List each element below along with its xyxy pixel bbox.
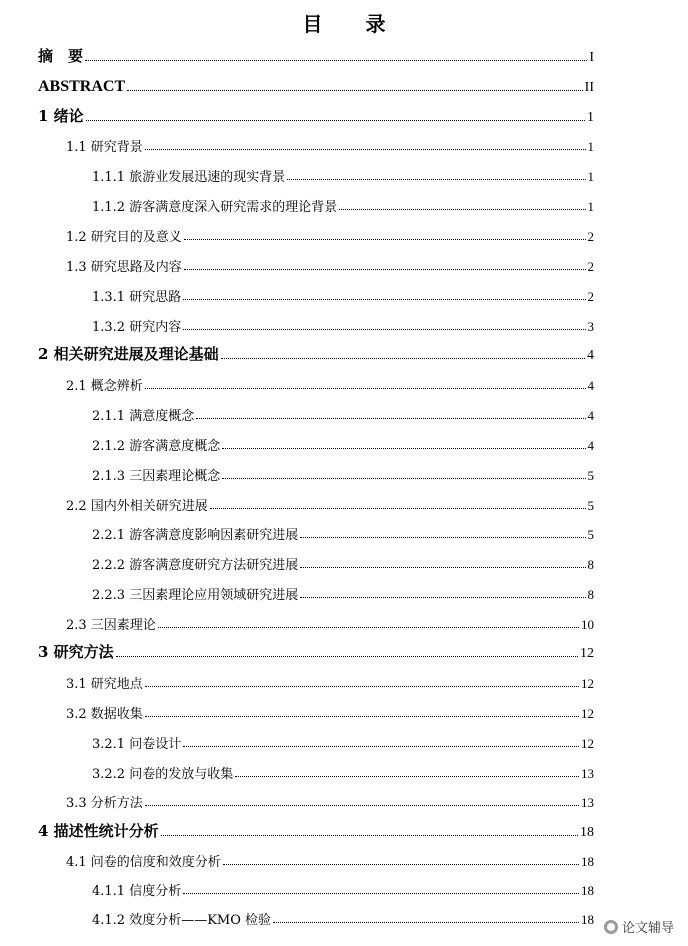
toc-entry-chapter-1[interactable]: [38, 104, 594, 126]
toc-entry-2-1-3[interactable]: [92, 462, 594, 484]
toc-entry-2-3[interactable]: [66, 611, 594, 633]
toc-entry-2-2-1[interactable]: [92, 521, 594, 543]
toc-label: 3.2 数据收集: [66, 707, 143, 722]
toc-entry-4-1-2[interactable]: [92, 906, 594, 928]
toc-page-number: 18: [580, 825, 594, 840]
watermark-text: 论文辅导: [621, 921, 674, 936]
toc-entry-1-1-1[interactable]: [92, 163, 594, 185]
toc-entry-2-1-2[interactable]: [92, 432, 594, 454]
toc-entry-3-2[interactable]: [66, 700, 594, 722]
toc-entry-2-2[interactable]: [66, 492, 594, 514]
toc-entry-1-3-1[interactable]: [92, 283, 594, 305]
toc-entry-chapter-4[interactable]: [38, 819, 594, 841]
toc-leader: [210, 508, 586, 509]
toc-leader: [184, 269, 586, 270]
toc-page-number: 4: [587, 348, 594, 363]
toc-label: 摘 要: [38, 47, 84, 65]
toc-page-number: 1: [587, 110, 594, 125]
page-title: 目 录: [302, 12, 404, 36]
toc-label: 3.2.1 问卷设计: [92, 737, 182, 752]
toc-page-number: 18: [581, 883, 594, 898]
toc-leader: [145, 686, 579, 687]
toc-page-number: 13: [581, 795, 594, 810]
toc-leader: [300, 537, 585, 538]
toc-entry-2-2-2[interactable]: [92, 551, 594, 573]
toc-leader: [183, 329, 585, 330]
toc-leader: [86, 120, 585, 121]
toc-label: 2.2.3 三因素理论应用领域研究进展: [92, 588, 299, 603]
toc-label: 2.1.3 三因素理论概念: [92, 469, 221, 484]
toc-label: 2.1 概念辨析: [66, 379, 143, 394]
toc-page-number: 8: [587, 587, 594, 602]
toc-page-number: 1: [587, 139, 594, 154]
toc-label: 2 相关研究进展及理论基础: [38, 345, 219, 363]
toc-label: 4.1.1 信度分析: [92, 884, 182, 899]
toc-leader: [300, 597, 585, 598]
toc-leader: [221, 358, 585, 359]
watermark: [604, 917, 674, 936]
toc-entry-chapter-2[interactable]: [38, 342, 594, 364]
toc-label: 4 描述性统计分析: [38, 822, 159, 840]
toc-leader: [161, 835, 578, 836]
toc-entry-3-1[interactable]: [66, 670, 594, 692]
toc-page-number: 5: [587, 498, 594, 513]
toc-leader: [145, 388, 586, 389]
toc-page-number: 10: [581, 617, 594, 632]
toc-label: 3 研究方法: [38, 643, 114, 661]
toc-entry-1-3[interactable]: [66, 253, 594, 275]
toc-label: 3.1 研究地点: [66, 677, 143, 692]
toc-page-number: I: [589, 50, 594, 65]
toc-leader: [273, 922, 579, 923]
toc-page-number: II: [584, 80, 594, 95]
toc-page-number: 12: [581, 676, 594, 691]
toc-label: 1.3.2 研究内容: [92, 320, 182, 335]
toc-label: 1.3 研究思路及内容: [66, 260, 182, 275]
toc-entry-3-3[interactable]: [66, 789, 594, 811]
toc-label: 1.1.2 游客满意度深入研究需求的理论背景: [92, 200, 338, 215]
toc-leader: [183, 299, 585, 300]
toc-entry-abstract-cn[interactable]: [38, 44, 594, 66]
toc-entry-4-1[interactable]: [66, 848, 594, 870]
toc-entry-abstract-en[interactable]: [38, 74, 594, 96]
toc-leader: [222, 448, 585, 449]
toc-entry-1-1[interactable]: [66, 133, 594, 155]
toc-label: 1.2 研究目的及意义: [66, 230, 182, 245]
toc-leader: [85, 60, 587, 61]
toc-page-number: 18: [581, 854, 594, 869]
toc-leader: [158, 627, 579, 628]
toc-label: 1.1.1 旅游业发展迅速的现实背景: [92, 170, 286, 185]
toc-page-number: 4: [587, 378, 594, 393]
toc-label: 2.2.2 游客满意度研究方法研究进展: [92, 558, 299, 573]
toc-leader: [145, 716, 579, 717]
toc-page-number: 4: [587, 408, 594, 423]
toc-leader: [222, 478, 585, 479]
toc-leader: [184, 239, 586, 240]
toc-leader: [183, 893, 579, 894]
toc-page-number: 1: [587, 199, 594, 214]
toc-leader: [300, 567, 585, 568]
toc-entry-2-1-1[interactable]: [92, 402, 594, 424]
toc-page-number: 5: [587, 527, 594, 542]
toc-page-number: 12: [581, 736, 594, 751]
toc-label: 4.1 问卷的信度和效度分析: [66, 855, 221, 870]
toc-page-number: 2: [587, 259, 594, 274]
toc-leader: [145, 149, 586, 150]
toc-page-number: 18: [581, 912, 594, 927]
toc-label: 2.2 国内外相关研究进展: [66, 499, 208, 514]
toc-page-number: 12: [580, 646, 594, 661]
toc-page-number: 3: [587, 319, 594, 334]
toc-label: 3.3 分析方法: [66, 796, 143, 811]
toc-page-number: 1: [587, 169, 594, 184]
toc-entry-4-1-1[interactable]: [92, 877, 594, 899]
toc-entry-3-2-1[interactable]: [92, 730, 594, 752]
toc-entry-1-3-2[interactable]: [92, 313, 594, 335]
toc-label: 1.3.1 研究思路: [92, 290, 182, 305]
toc-page-number: 4: [587, 438, 594, 453]
toc-label: 1.1 研究背景: [66, 140, 143, 155]
toc-label: 2.2.1 游客满意度影响因素研究进展: [92, 528, 299, 543]
toc-label: 2.3 三因素理论: [66, 618, 156, 633]
toc-leader: [339, 209, 585, 210]
toc-entry-1-2[interactable]: [66, 223, 594, 245]
toc-page-number: 2: [587, 229, 594, 244]
wechat-logo-icon: [604, 920, 618, 934]
toc-leader: [127, 90, 583, 91]
toc-label: 2.1.2 游客满意度概念: [92, 439, 221, 454]
toc-page-number: 2: [587, 289, 594, 304]
toc-entry-1-1-2[interactable]: [92, 193, 594, 215]
toc-entry-2-2-3[interactable]: [92, 581, 594, 603]
toc-leader: [116, 656, 578, 657]
toc-page-number: 13: [581, 766, 594, 781]
toc-leader: [287, 179, 585, 180]
toc-leader: [223, 864, 579, 865]
toc-page-number: 12: [581, 706, 594, 721]
toc-entry-2-1[interactable]: [66, 372, 594, 394]
toc-leader: [145, 805, 579, 806]
toc-label: 1 绪论: [38, 107, 84, 125]
toc-leader: [196, 418, 585, 419]
toc-page-number: 8: [587, 557, 594, 572]
toc-label: 3.2.2 问卷的发放与收集: [92, 767, 234, 782]
toc-label: 4.1.2 效度分析——KMO 检验: [92, 913, 272, 928]
toc-page-number: 5: [587, 468, 594, 483]
toc-label: ABSTRACT: [38, 78, 126, 95]
toc-entry-chapter-3[interactable]: [38, 640, 594, 662]
toc-leader: [183, 746, 579, 747]
toc-leader: [235, 776, 579, 777]
toc-entry-3-2-2[interactable]: [92, 760, 594, 782]
toc-label: 2.1.1 满意度概念: [92, 409, 195, 424]
